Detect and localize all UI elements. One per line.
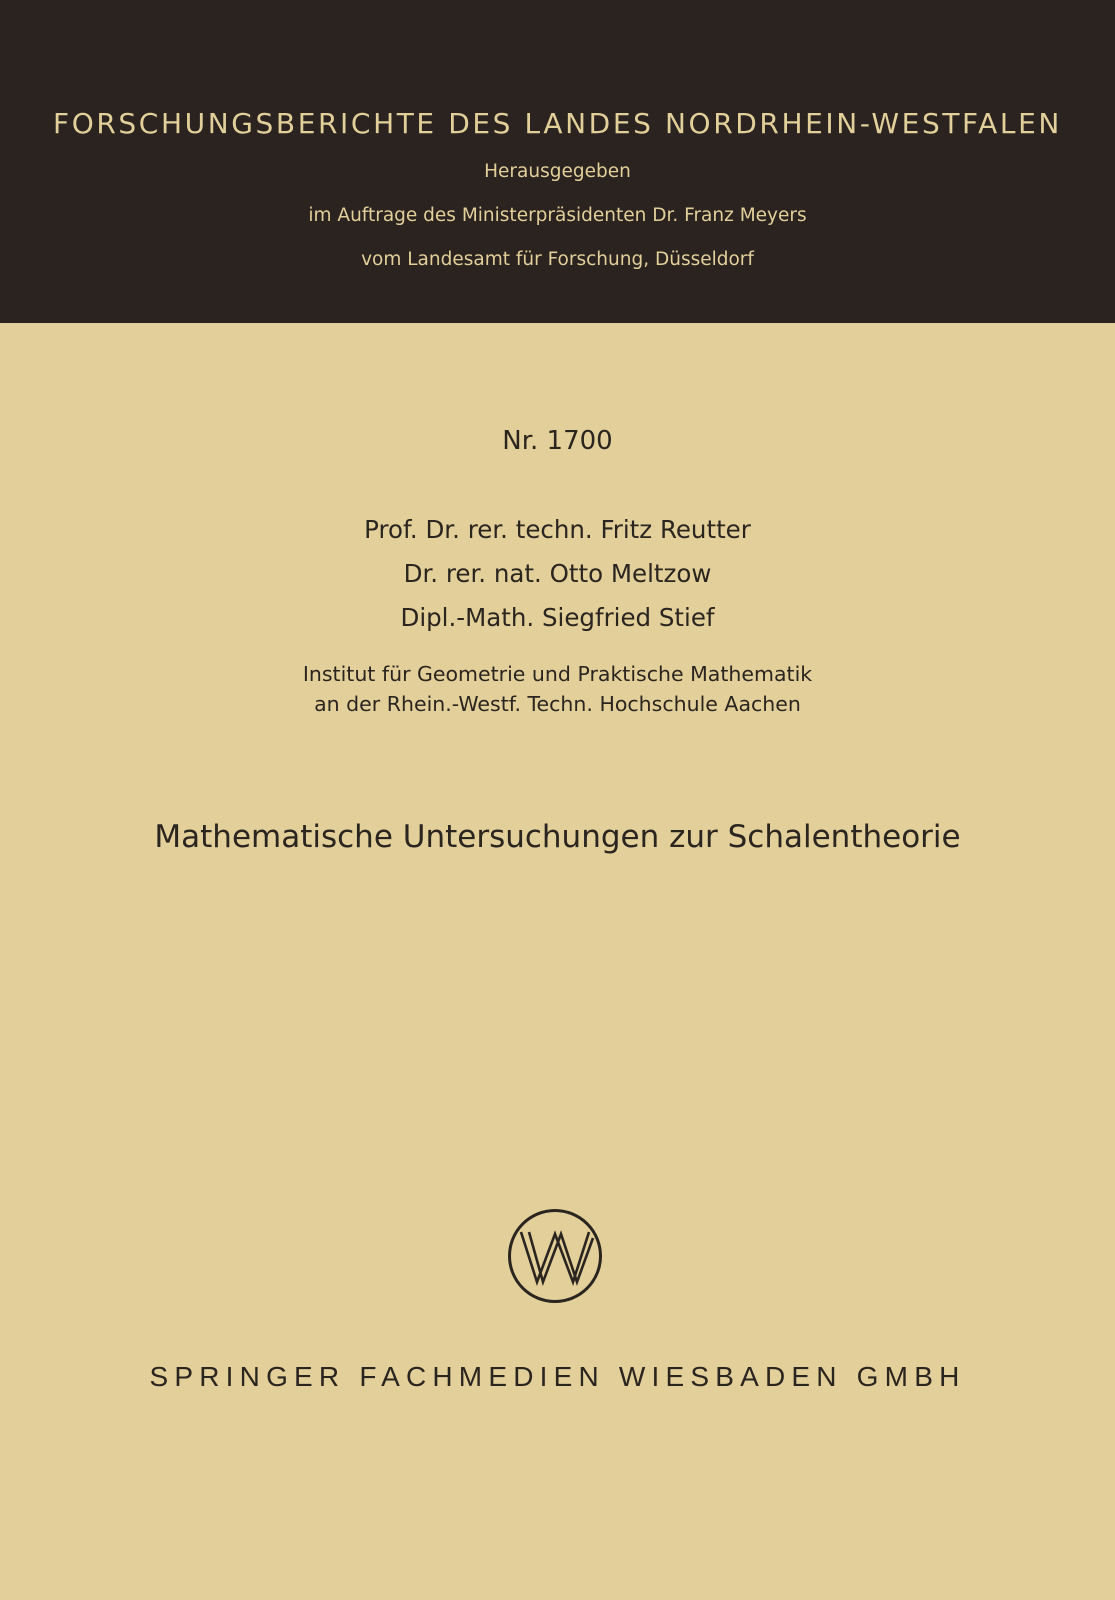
editor-line: Herausgegeben [484,161,631,182]
author-3: Dipl.-Math. Siegfried Stief [400,603,715,632]
office-line: vom Landesamt für Forschung, Düsseldorf [361,249,754,270]
book-title: Mathematische Untersuchungen zur Schalentheorie [154,819,961,855]
report-number: Nr. 1700 [502,426,613,456]
commission-line: im Auftrage des Ministerpräsidenten Dr. Franz Meyers [308,205,807,226]
series-title: FORSCHUNGSBERICHTE DES LANDES NORDRHEIN-WESTFALEN [53,107,1062,140]
institute-line-2: an der Rhein.-Westf. Techn. Hochschule Aachen [314,692,801,716]
springer-logo-icon [507,1208,603,1304]
author-1: Prof. Dr. rer. techn. Fritz Reutter [364,515,751,544]
author-2: Dr. rer. nat. Otto Meltzow [403,559,712,588]
publisher-name: SPRINGER FACHMEDIEN WIESBADEN GMBH [149,1361,966,1392]
series-header-band [0,0,1115,323]
institute-line-1: Institut für Geometrie und Praktische Mathematik [302,662,813,686]
